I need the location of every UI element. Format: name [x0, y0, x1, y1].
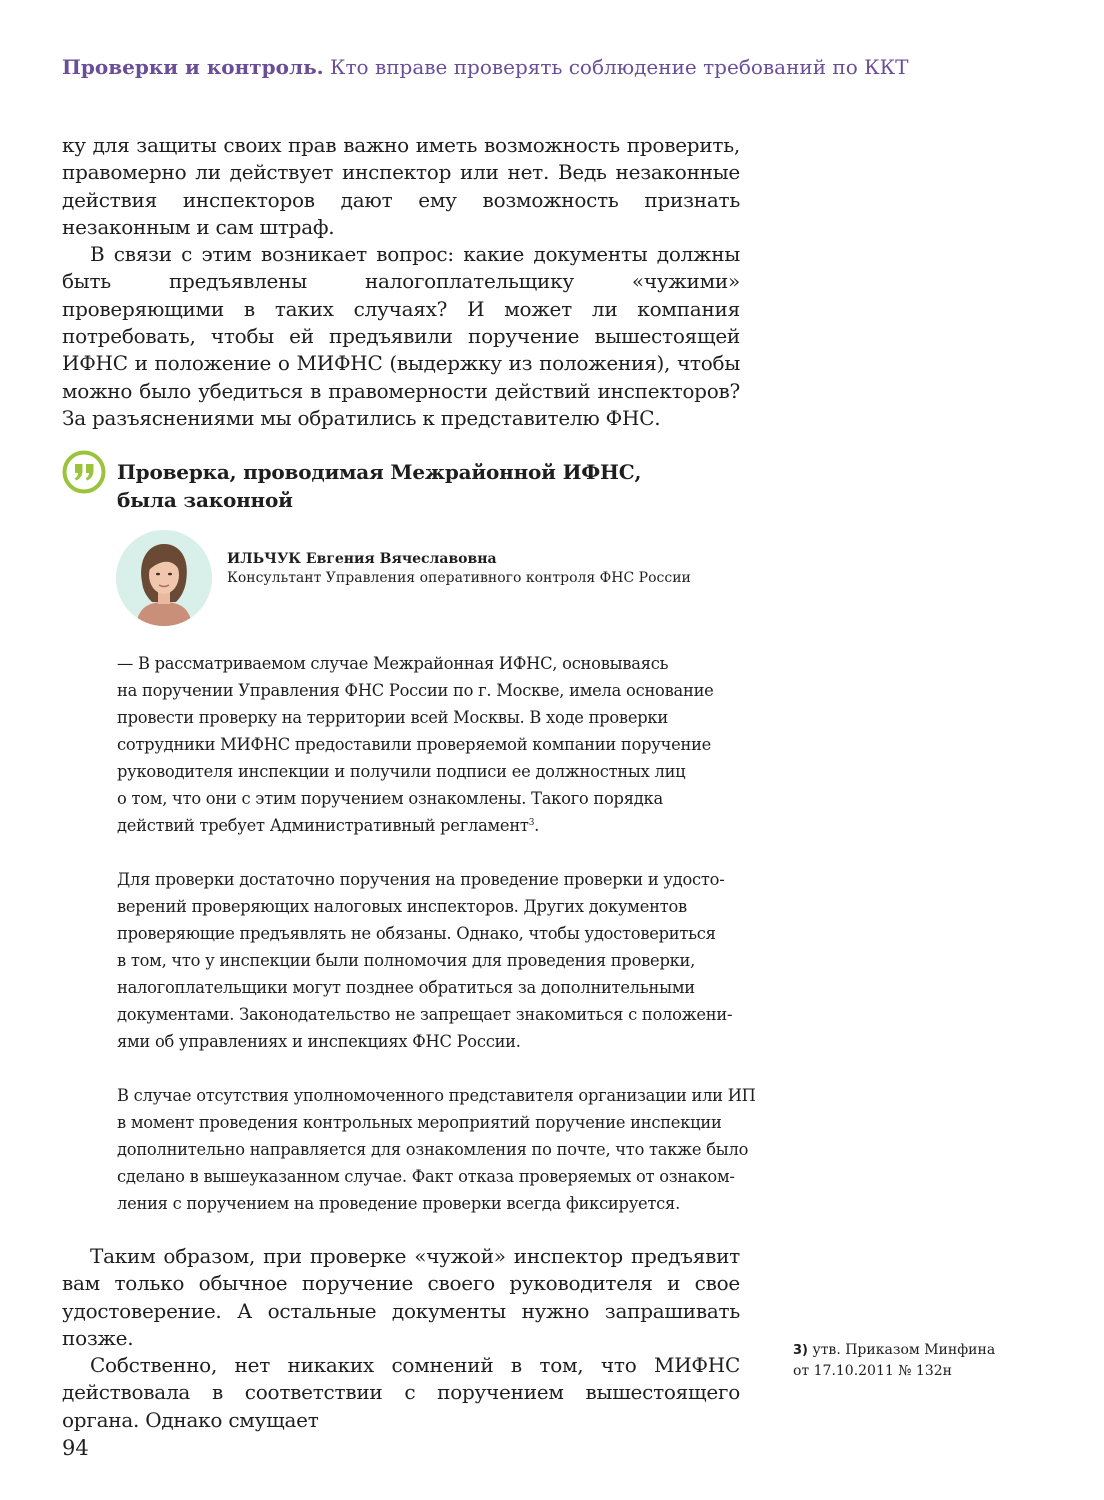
quote-body [117, 650, 756, 1244]
quote-line: сделано в вышеуказанном случае. Факт отказа проверяемых от ознаком- [117, 1167, 735, 1186]
quote-line: в том, что у инспекции были полномочия для проведения проверки, [117, 951, 696, 970]
quote-line: В случае отсутствия уполномоченного представителя организации или ИП [117, 1086, 756, 1105]
quote-title-line: Проверка, проводимая Межрайонной ИФНС, [117, 460, 642, 484]
intro-paragraph: В связи с этим возникает вопрос: какие документы должны быть предъявлены налогоплательщику «чужими» проверяющими в таких случаях? И может ли компания потребовать, чтобы ей предъявили поручение вышестоящей ИФНС и положение о МИФНС (выдержку из положения), чтобы можно было убедиться в правомерности действий инспекторов? За разъяснениями мы обратились к представителю ФНС. [62, 242, 740, 430]
quote-line-last [117, 812, 743, 839]
footnote-number: 3) [793, 1343, 808, 1358]
quote-line: в момент проведения контрольных мероприятий поручение инспекции [117, 1113, 722, 1132]
footnote-reference: 3 [528, 818, 535, 828]
quote-line: Для проверки достаточно поручения на проведение проверки и удосто- [117, 870, 725, 889]
quote-line: провести проверку на территории всей Москвы. В ходе проверки [117, 708, 668, 727]
quote-line: ями об управлениях и инспекциях ФНС России. [117, 1032, 521, 1051]
quote-line: ления с поручением на проведение проверки всегда фиксируется. [117, 1194, 680, 1213]
quote-line: руководителя инспекции и получили подписи ее должностных лиц [117, 762, 686, 781]
header-section: Проверки и контроль. [62, 55, 324, 79]
page-number: 94 [62, 1436, 89, 1460]
quote-line: дополнительно направляется для ознакомления по почте, что также было [117, 1140, 749, 1159]
quote-title-line: была законной [117, 488, 293, 512]
quote-line: проверяющие предъявлять не обязаны. Однако, чтобы удостовериться [117, 924, 716, 943]
footnote [793, 1340, 1033, 1381]
quote-paragraph [117, 1082, 756, 1217]
conclusion-text [62, 1243, 740, 1434]
quote-line: налогоплательщики могут позднее обратиться за дополнительными [117, 978, 695, 997]
conclusion-paragraph: Таким образом, при проверке «чужой» инспектор предъявит вам только обычное поручение своего руководителя и свое удостоверение. А остальные документы нужно запрашивать позже. [62, 1244, 740, 1350]
quote-line: верений проверяющих налоговых инспекторов. Других документов [117, 897, 687, 916]
quote-paragraph [117, 866, 743, 1055]
footnote-text-line1: утв. Приказом Минфина [812, 1342, 996, 1358]
running-header [62, 52, 1042, 82]
quote-line: действий требует Административный регламент [117, 816, 529, 835]
quote-line: о том, что они с этим поручением ознакомлены. Такого порядка [117, 789, 663, 808]
header-title: Кто вправе проверять соблюдение требований по ККТ [330, 55, 909, 79]
conclusion-paragraph: Собственно, нет никаких сомнений в том, что МИФНС действовала в соответствии с поручением вышестоящего органа. Однако смущает [62, 1353, 740, 1432]
footnote-text-line2: от 17.10.2011 № 132н [793, 1363, 952, 1379]
quote-line-end: . [534, 816, 540, 835]
expert-portrait [116, 530, 212, 626]
quote-line: документами. Законодательство не запрещает знакомиться с положени- [117, 1005, 733, 1024]
quote-paragraph [117, 650, 743, 839]
quote-line: сотрудники МИФНС предоставили проверяемой компании поручение [117, 735, 712, 754]
expert-avatar [116, 530, 212, 626]
quote-line: на поручении Управления ФНС России по г. Москве, имела основание [117, 681, 714, 700]
expert-name: ИЛЬЧУК Евгения Вячеславовна [227, 551, 497, 567]
expert-position: Консультант Управления оперативного контроля ФНС России [227, 570, 691, 586]
quote-title [117, 458, 677, 514]
quote-icon [62, 450, 106, 494]
intro-text [62, 132, 740, 432]
quote-line: — В рассматриваемом случае Межрайонная ИФНС, основываясь [117, 654, 669, 673]
intro-paragraph: ку для защиты своих прав важно иметь возможность проверить, правомерно ли действует инспектор или нет. Ведь незаконные действия инспекторов дают ему возможность признать незаконным и сам штраф. [62, 133, 740, 239]
